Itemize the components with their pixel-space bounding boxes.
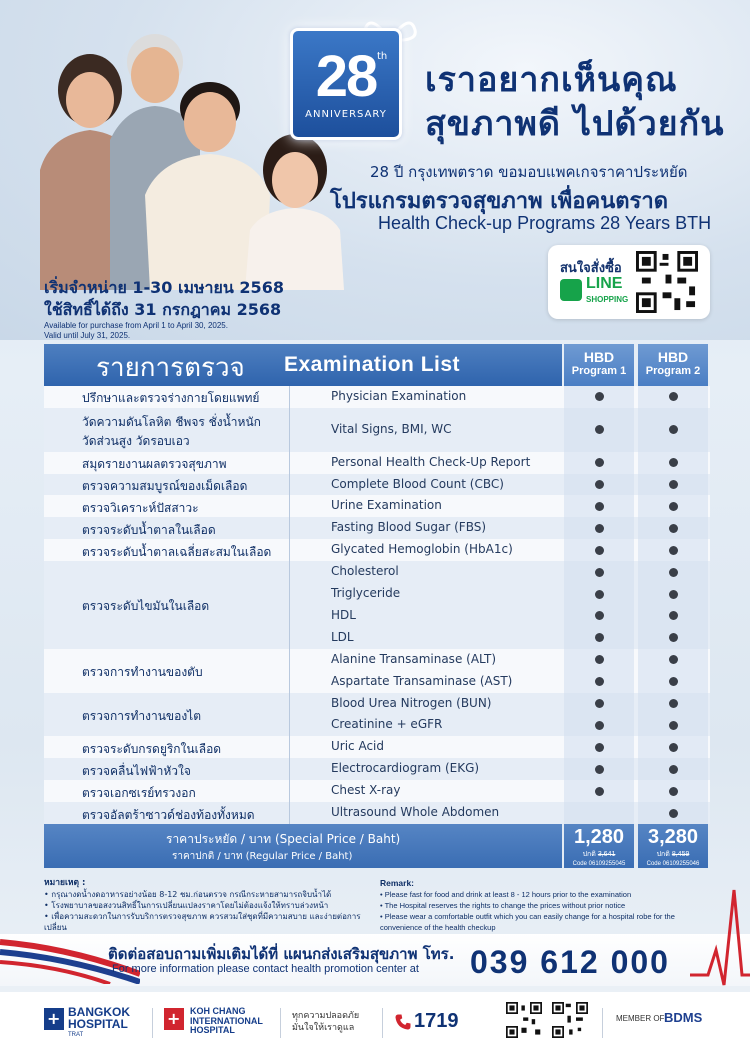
- exam-name-en: HDL: [331, 607, 356, 622]
- program1-included-dot: [595, 458, 604, 467]
- program2-included-dot: [669, 524, 678, 533]
- program2-name: HBD: [657, 349, 689, 365]
- line-brand: LINE: [586, 275, 623, 292]
- program2-included-dot: [669, 655, 678, 664]
- exam-name-en: Aspartate Transaminase (AST): [331, 673, 513, 688]
- exam-name-en: Personal Health Check-Up Report: [331, 454, 531, 469]
- footer-separator: [152, 1008, 153, 1038]
- special-price-label: ราคาประหยัด / บาท (Special Price / Baht): [166, 832, 401, 846]
- valid-until-th: ใช้สิทธิ์ได้ถึง 31 กรกฎาคม 2568: [44, 300, 282, 319]
- exam-name-en: Ultrasound Whole Abdomen: [331, 805, 500, 820]
- bdms-logo: BDMS: [664, 1010, 703, 1025]
- note-en-item: • The Hospital reserves the rights to change the prices without prior notice: [380, 901, 626, 910]
- program1-included-dot: [595, 721, 604, 730]
- exam-name-th: ตรวจระดับไขมันในเลือด: [82, 599, 210, 614]
- program2-included-dot: [669, 502, 678, 511]
- exam-name-en: LDL: [331, 629, 354, 644]
- sale-period-en: Available for purchase from April 1 to April 30, 2025.: [44, 321, 228, 330]
- program2-included-dot: [669, 546, 678, 555]
- program1-included-dot: [595, 425, 604, 434]
- exam-name-en: Fasting Blood Sugar (FBS): [331, 520, 487, 535]
- table-title-th: รายการตรวจ: [96, 353, 245, 383]
- exam-name-th: ตรวจอัลตร้าซาวด์ช่องท้องทั้งหมด: [82, 807, 255, 822]
- heartbeat-line-icon: [690, 880, 750, 990]
- program1-included-dot: [595, 480, 604, 489]
- program2-sub: Program 2: [645, 365, 701, 377]
- hotline-number[interactable]: 1719: [414, 1010, 459, 1032]
- bangkok-hospital-logo-icon: +: [44, 1008, 64, 1030]
- footer-separator: [280, 1008, 281, 1038]
- program1-included-dot: [595, 568, 604, 577]
- table-title-en: Examination List: [284, 353, 461, 376]
- program2-included-dot: [669, 787, 678, 796]
- footer-separator: [382, 1008, 383, 1038]
- program2-included-dot: [669, 568, 678, 577]
- price-label-bar: [44, 824, 562, 868]
- line-qr-code-icon[interactable]: [636, 251, 698, 313]
- note-th-item: • โรงพยาบาลขอสงวนสิทธิ์ในการเปลี่ยนแปลงราคาโดยไม่ต้องแจ้งให้ทราบล่วงหน้า: [44, 901, 329, 910]
- exam-name-th: สมุดรายงานผลตรวจสุขภาพ: [82, 457, 227, 472]
- program2-included-dot: [669, 611, 678, 620]
- exam-name-en: Alanine Transaminase (ALT): [331, 651, 497, 666]
- program2-included-dot: [669, 677, 678, 686]
- phone-icon: [394, 1013, 412, 1031]
- program2-regular-price: ปกติ 8,459: [656, 851, 690, 858]
- program1-code: Code 06109255045: [572, 861, 626, 867]
- badge-superscript: th: [377, 51, 388, 62]
- badge-label: ANNIVERSARY: [305, 109, 387, 120]
- exam-name-th: ปรึกษาและตรวจร่างกายโดยแพทย์: [82, 391, 260, 406]
- contact-text-th: ติดต่อสอบถามเพิ่มเติมได้ที่ แผนกส่งเสริมสุขภาพ โทร.: [108, 945, 455, 963]
- bangkok-hospital-branch: TRAT: [68, 1032, 84, 1038]
- exam-name-th: ตรวจการทำงานของไต: [82, 708, 202, 723]
- exam-name-th: ตรวจเอกซเรย์ทรวงอก: [82, 785, 196, 800]
- notes-thai: [44, 878, 364, 933]
- program2-included-dot: [669, 480, 678, 489]
- contact-phone-number[interactable]: 039 612 000: [470, 944, 670, 980]
- program2-header: [638, 344, 708, 386]
- subhead-line3: Health Check-up Programs 28 Years BTH: [378, 213, 712, 233]
- program1-included-dot: [595, 655, 604, 664]
- program2-included-dot: [669, 765, 678, 774]
- table-header: [44, 344, 562, 386]
- headline-line1: เราอยากเห็นคุณ: [425, 60, 678, 100]
- program1-header: [564, 344, 634, 386]
- program2-included-dot: [669, 425, 678, 434]
- exam-name-th: ตรวจวิเคราะห์ปัสสาวะ: [82, 500, 199, 515]
- program2-included-dot: [669, 392, 678, 401]
- exam-name-en: Uric Acid: [331, 739, 385, 754]
- exam-name-th: ตรวจความสมบูรณ์ของเม็ดเลือด: [82, 479, 248, 494]
- anniversary-badge: [290, 28, 402, 140]
- exam-name-en: Physician Examination: [331, 388, 467, 403]
- program1-included-dot: [595, 699, 604, 708]
- exam-name-th: ตรวจคลื่นไฟฟ้าหัวใจ: [82, 763, 191, 778]
- column-divider: [289, 386, 290, 824]
- sale-period-th: เริ่มจำหน่าย 1-30 เมษายน 2568: [44, 278, 284, 297]
- bangkok-hospital-name: BANGKOK HOSPITAL: [68, 1005, 130, 1031]
- exam-name-en: Vital Signs, BMI, WC: [331, 421, 452, 436]
- program1-included-dot: [595, 677, 604, 686]
- note-en-item: • Please fast for food and drink at least 8 - 12 hours prior to the examination: [380, 890, 632, 899]
- program1-included-dot: [595, 502, 604, 511]
- exam-name-th: ตรวจระดับน้ำตาลเฉลี่ยสะสมในเลือด: [82, 544, 272, 559]
- line-brand-sub: SHOPPING: [586, 295, 629, 304]
- program1-included-dot: [595, 633, 604, 642]
- qr-code-icon[interactable]: [552, 1002, 588, 1038]
- qr-code-icon[interactable]: [506, 1002, 542, 1038]
- line-shopping-icon: [560, 279, 582, 301]
- program2-included-dot: [669, 743, 678, 752]
- program2-included-dot: [669, 721, 678, 730]
- footer-tagline: ทุกความปลอดภัย มั่นใจให้เราดูแล: [292, 1011, 360, 1033]
- regular-price-label: ราคาปกติ / บาท (Regular Price / Baht): [172, 851, 353, 862]
- program1-included-dot: [595, 787, 604, 796]
- exam-name-en: Triglyceride: [331, 586, 401, 601]
- exam-name-en: Blood Urea Nitrogen (BUN): [331, 695, 492, 710]
- member-of-label: MEMBER OF: [616, 1014, 665, 1023]
- program2-included-dot: [669, 590, 678, 599]
- note-th-item: • กรุณางดน้ำงดอาหารอย่างน้อย 8-12 ชม.ก่อนตรวจ กรณีกระหายสามารถจิบน้ำได้: [44, 890, 332, 899]
- note-en-item: • Please wear a comfortable outfit which you can easily change for a hospital robe for the convenience of the health checkup: [380, 912, 675, 932]
- program1-included-dot: [595, 392, 604, 401]
- headline-line2: สุขภาพดี ไปด้วยกัน: [425, 104, 725, 144]
- program2-included-dot: [669, 809, 678, 818]
- program1-included-dot: [595, 524, 604, 533]
- exam-name-en: Cholesterol: [331, 564, 399, 579]
- exam-name-en: Creatinine + eGFR: [331, 717, 443, 732]
- line-shopping-card[interactable]: [548, 245, 710, 319]
- notes-english: [380, 878, 710, 933]
- program1-included-dot: [595, 743, 604, 752]
- program2-included-dot: [669, 699, 678, 708]
- program2-column: [638, 386, 708, 824]
- koh-chang-hospital-name: KOH CHANG INTERNATIONAL HOSPITAL: [190, 1006, 263, 1035]
- program2-included-dot: [669, 633, 678, 642]
- koh-chang-hospital-logo-icon: +: [164, 1008, 184, 1030]
- program2-included-dot: [669, 458, 678, 467]
- footer-separator: [602, 1008, 603, 1038]
- program2-code: Code 06109255046: [646, 861, 700, 867]
- contact-text-en: For more information please contact health promotion center at: [112, 963, 419, 975]
- exam-name-en: Urine Examination: [331, 498, 442, 513]
- subhead-line2: โปรแกรมตรวจสุขภาพ เพื่อคนตราด: [330, 189, 668, 214]
- program2-special-price: 3,280: [647, 826, 699, 848]
- program1-column: [564, 386, 634, 824]
- badge-number: 28: [315, 44, 377, 109]
- program1-special-price: 1,280: [573, 826, 625, 848]
- program1-included-dot: [595, 611, 604, 620]
- program1-regular-price: ปกติ 3,641: [582, 851, 616, 858]
- exam-name-en: Glycated Hemoglobin (HbA1c): [331, 542, 513, 557]
- valid-until-en: Valid until July 31, 2025.: [44, 331, 131, 340]
- line-order-label: สนใจสั่งซื้อ: [560, 261, 622, 276]
- program1-included-dot: [595, 765, 604, 774]
- exam-name-th: วัดความดันโลหิต ชีพจร ชั่งน้ำหนัก วัดส่วนสูง วัดรอบเอว: [82, 414, 261, 448]
- notes-en-title: Remark:: [380, 878, 415, 888]
- subhead-line1: 28 ปี กรุงเทพตราด ขอมอบแพคเกจราคาประหยัด: [370, 163, 688, 181]
- exam-name-th: ตรวจการทำงานของตับ: [82, 665, 203, 680]
- note-th-item: • เพื่อความสะดวกในการรับบริการตรวจสุขภาพ ควรสวมใส่ชุดที่มีความสบาย และง่ายต่อการเปลี่ยน: [44, 912, 361, 932]
- exam-name-th: ตรวจระดับน้ำตาลในเลือด: [82, 522, 216, 537]
- program1-included-dot: [595, 546, 604, 555]
- program1-name: HBD: [583, 349, 615, 365]
- exam-name-en: Chest X-ray: [331, 783, 401, 798]
- exam-name-th: ตรวจระดับกรดยูริกในเลือด: [82, 741, 222, 756]
- exam-name-en: Electrocardiogram (EKG): [331, 761, 480, 776]
- program1-sub: Program 1: [571, 365, 627, 377]
- notes-th-title: หมายเหตุ :: [44, 878, 86, 888]
- exam-name-en: Complete Blood Count (CBC): [331, 476, 504, 491]
- program1-price: [564, 824, 634, 868]
- program1-included-dot: [595, 590, 604, 599]
- program2-price: [638, 824, 708, 868]
